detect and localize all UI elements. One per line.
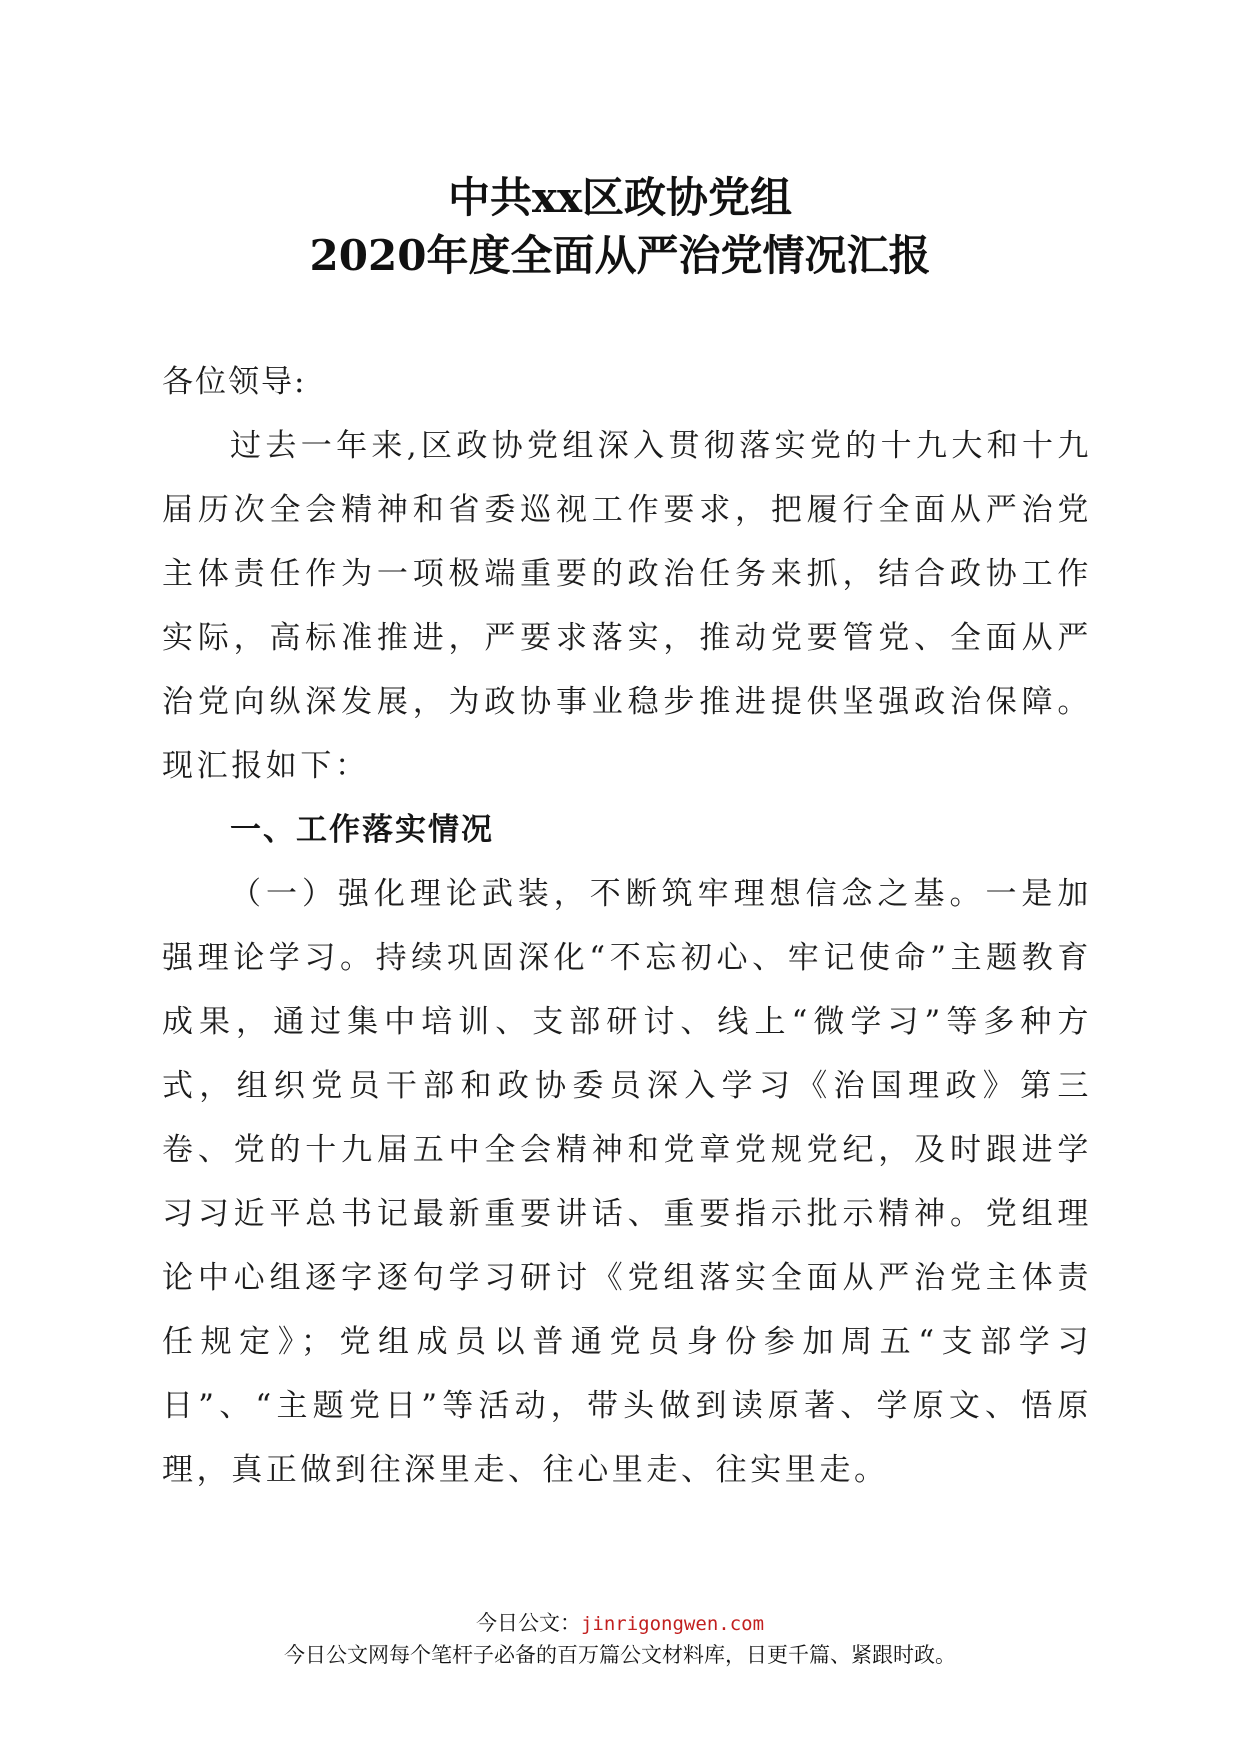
- footer-url-link[interactable]: jinrigongwen.com: [580, 1613, 765, 1635]
- footer-slogan: 今日公文网每个笔杆子必备的百万篇公文材料库，日更千篇、紧跟时政。: [284, 1643, 956, 1667]
- section-heading: 一、工作落实情况: [230, 812, 494, 848]
- document-title-line2: 2020年度全面从严治党情况汇报: [309, 231, 931, 280]
- document-title-line1: 中共xx区政协党组: [447, 173, 793, 222]
- intro-paragraph: 过去一年来,区政协党组深入贯彻落实党的十九大和十九届历次全会精神和省委巡视工作要求，把履行全面从严治党主体责任作为一项极端重要的政治任务来抓，结合政协工作实际，高标准推进，严要求落实，推动党要管党、全面从严治党向纵深发展，为政协事业稳步推进提供坚强政治保障。现汇报如下：: [162, 428, 1092, 784]
- footer-source: [0, 1608, 1240, 1639]
- salutation: 各位领导:: [162, 364, 307, 400]
- footer-label: 今日公文：: [475, 1611, 581, 1635]
- body-paragraph: （一）强化理论武装，不断筑牢理想信念之基。一是加强理论学习。持续巩固深化“不忘初心、牢记使命”主题教育成果，通过集中培训、支部研讨、线上“微学习”等多种方式，组织党员干部和政协委员深入学习《治国理政》第三卷、党的十九届五中全会精神和党章党规党纪，及时跟进学习习近平总书记最新重要讲话、重要指示批示精神。党组理论中心组逐字逐句学习研讨《党组落实全面从严治党主体责任规定》；党组成员以普通党员身份参加周五“支部学习日”、“主题党日”等活动，带头做到读原著、学原文、悟原理，真正做到往深里走、往心里走、往实里走。: [162, 876, 1092, 1488]
